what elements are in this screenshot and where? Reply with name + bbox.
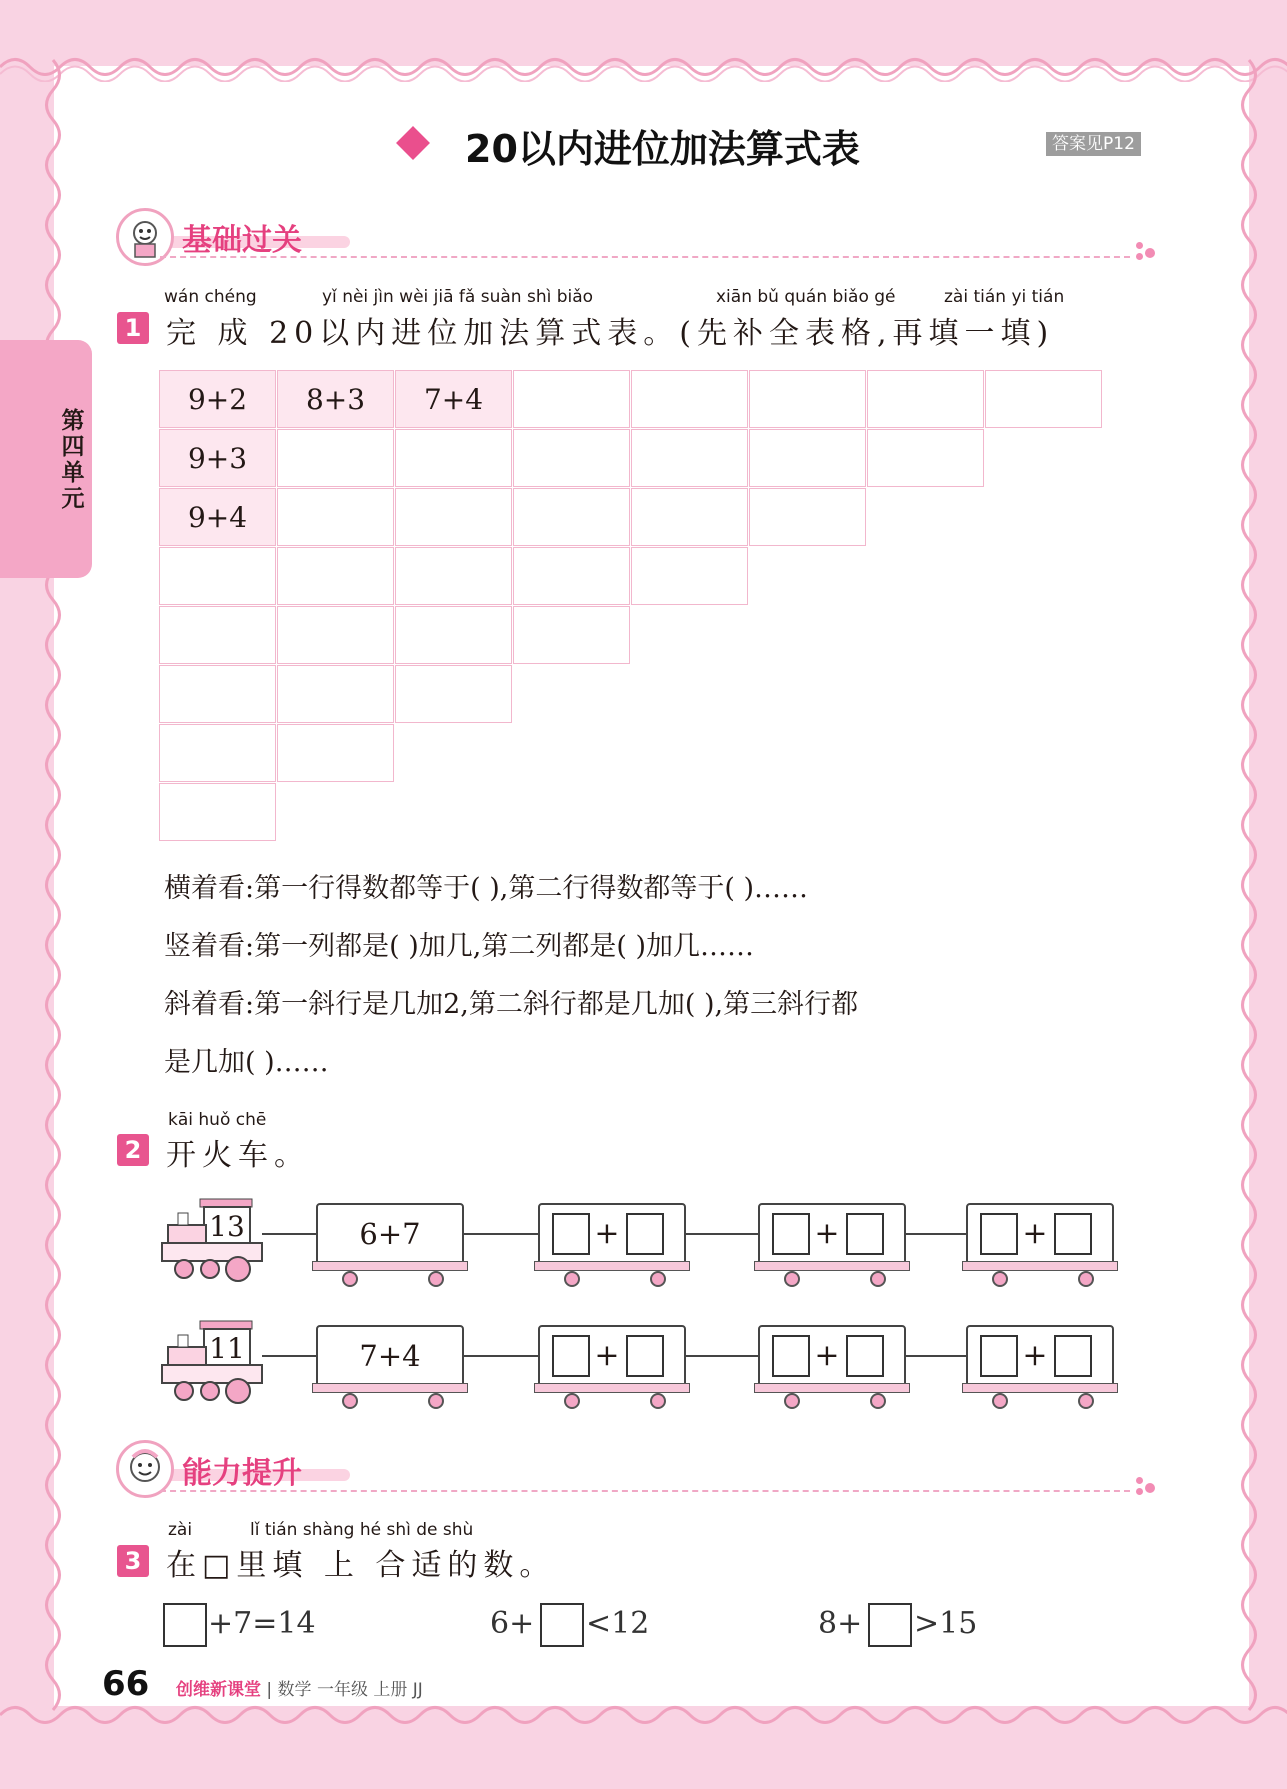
train-plus-sign: +: [594, 1216, 620, 1251]
table-cell[interactable]: [749, 370, 866, 428]
table-cell[interactable]: [749, 488, 866, 546]
table-cell[interactable]: [867, 429, 984, 487]
q1-line-horizontal: 横着看:第一行得数都等于( ),第二行得数都等于( )……: [164, 873, 808, 904]
q3-item1-after: +7=14: [208, 1606, 316, 1641]
train-wheel-icon: [784, 1271, 800, 1287]
q2-text: 开火车。: [166, 1138, 310, 1173]
q3-text: 在□里填 上 合适的数。: [166, 1548, 556, 1583]
train-car-base: [754, 1261, 910, 1271]
table-cell[interactable]: [513, 370, 630, 428]
section-basic-title: 基础过关: [182, 223, 302, 258]
top-wave-border: [0, 52, 1287, 82]
right-wave-border: [1236, 0, 1262, 1789]
train-wheel-icon: [870, 1271, 886, 1287]
train-coupler: [262, 1355, 316, 1357]
section-advanced-title: 能力提升: [182, 1456, 302, 1491]
train-wheel-icon: [650, 1271, 666, 1287]
train-wheel-icon: [992, 1393, 1008, 1409]
train-answer-box[interactable]: [846, 1335, 884, 1377]
train-answer-box[interactable]: [1054, 1213, 1092, 1255]
train-engine-number: 13: [209, 1210, 245, 1243]
table-cell-expression: 9+3: [187, 442, 248, 475]
table-cell[interactable]: [395, 665, 512, 723]
q3-item2-before: 6+: [490, 1606, 535, 1641]
train-car-expression: 7+4: [359, 1339, 421, 1373]
train-plus-sign: +: [814, 1338, 840, 1373]
table-cell[interactable]: [513, 606, 630, 664]
left-wave-border: [40, 0, 66, 1789]
train-wheel-icon: [784, 1393, 800, 1409]
table-cell[interactable]: [513, 429, 630, 487]
train-coupler: [686, 1233, 758, 1235]
table-cell[interactable]: [985, 370, 1102, 428]
table-cell[interactable]: [749, 429, 866, 487]
table-cell-expression: 7+4: [423, 383, 484, 416]
train-answer-box[interactable]: [626, 1213, 664, 1255]
train-wheel-icon: [342, 1393, 358, 1409]
train-plus-sign: +: [594, 1338, 620, 1373]
train-wheel-icon: [1078, 1271, 1094, 1287]
q3-item2-answer-box[interactable]: [540, 1603, 584, 1647]
train-car-base: [534, 1261, 690, 1271]
page-number: 66: [102, 1664, 150, 1704]
train-answer-box[interactable]: [1054, 1335, 1092, 1377]
section-basic-rule: [160, 256, 1130, 258]
table-cell[interactable]: [277, 429, 394, 487]
train-answer-box[interactable]: [626, 1335, 664, 1377]
q3-pinyin-1: zài: [168, 1520, 193, 1540]
train-coupler: [906, 1355, 966, 1357]
q3-item2-after: <12: [586, 1606, 650, 1641]
table-cell[interactable]: [159, 783, 276, 841]
table-cell[interactable]: [631, 429, 748, 487]
table-cell: [159, 370, 276, 428]
footer-brand: 创维新课堂: [176, 1680, 261, 1700]
q3-item3-after: >15: [914, 1606, 978, 1641]
table-cell-expression: 8+3: [305, 383, 366, 416]
footer-info: [176, 1675, 423, 1700]
train-wheel-icon: [564, 1271, 580, 1287]
train-coupler: [464, 1355, 538, 1357]
table-cell[interactable]: [631, 488, 748, 546]
train-wheel-icon: [870, 1393, 886, 1409]
table-cell-expression: 9+2: [187, 383, 248, 416]
train-answer-box[interactable]: [552, 1335, 590, 1377]
train-car-base: [754, 1383, 910, 1393]
q1-line-diagonal-cont: 是几加( )……: [164, 1047, 329, 1078]
train-wheel-icon: [428, 1393, 444, 1409]
train-answer-box[interactable]: [552, 1213, 590, 1255]
q1-number-badge: 1: [117, 312, 149, 344]
q1-pinyin-2: yǐ nèi jìn wèi jiā fǎ suàn shì biǎo: [322, 287, 594, 307]
table-cell[interactable]: [395, 488, 512, 546]
q3-pinyin-2: lǐ tián shàng hé shì de shù: [250, 1520, 474, 1540]
table-cell[interactable]: [277, 724, 394, 782]
train-plus-sign: +: [1022, 1338, 1048, 1373]
table-cell[interactable]: [159, 724, 276, 782]
q1-pinyin-1: wán chéng: [164, 287, 257, 307]
train-answer-box[interactable]: [846, 1213, 884, 1255]
table-cell[interactable]: [513, 547, 630, 605]
bottom-wave-border: [0, 1700, 1287, 1730]
train-coupler: [464, 1233, 538, 1235]
table-cell[interactable]: [513, 488, 630, 546]
train-coupler: [686, 1355, 758, 1357]
section-advanced-rule: [160, 1490, 1130, 1492]
train-car-base: [962, 1383, 1118, 1393]
table-cell[interactable]: [395, 606, 512, 664]
table-cell[interactable]: [277, 547, 394, 605]
table-cell[interactable]: [395, 547, 512, 605]
table-cell: [159, 429, 276, 487]
train-plus-sign: +: [1022, 1216, 1048, 1251]
table-cell[interactable]: [867, 370, 984, 428]
table-cell[interactable]: [277, 488, 394, 546]
train-answer-box[interactable]: [772, 1213, 810, 1255]
train-wheel-icon: [1078, 1393, 1094, 1409]
table-cell[interactable]: [277, 665, 394, 723]
train-answer-box[interactable]: [980, 1335, 1018, 1377]
train-wheel-icon: [650, 1393, 666, 1409]
table-cell-expression: 9+4: [187, 501, 248, 534]
train-car-expression: 6+7: [359, 1217, 421, 1251]
q3-item3-answer-box[interactable]: [868, 1603, 912, 1647]
q2-number-badge: 2: [117, 1134, 149, 1166]
train-car-base: [962, 1261, 1118, 1271]
table-cell[interactable]: [159, 665, 276, 723]
train-wheel-icon: [564, 1393, 580, 1409]
train-car-base: [534, 1383, 690, 1393]
table-cell: [395, 370, 512, 428]
q1-line-diagonal: 斜着看:第一斜行是几加2,第二斜行都是几加( ),第三斜行都: [164, 989, 859, 1020]
unit-side-tab-label: 第四单元: [61, 408, 85, 512]
train-plus-sign: +: [814, 1216, 840, 1251]
table-cell[interactable]: [631, 370, 748, 428]
train-coupler: [262, 1233, 316, 1235]
q1-pinyin-4: zài tián yi tián: [944, 287, 1065, 307]
train-wheel-icon: [342, 1271, 358, 1287]
q3-item1-answer-box[interactable]: [163, 1603, 207, 1647]
train-coupler: [906, 1233, 966, 1235]
train-wheel-icon: [992, 1271, 1008, 1287]
table-cell: [277, 370, 394, 428]
table-cell[interactable]: [395, 429, 512, 487]
table-cell[interactable]: [159, 606, 276, 664]
train-answer-box[interactable]: [980, 1213, 1018, 1255]
q2-pinyin: kāi huǒ chē: [168, 1110, 267, 1130]
footer-subject: | 数学 一年级 上册 JJ: [266, 1680, 423, 1700]
table-cell[interactable]: [277, 606, 394, 664]
table-cell: [159, 488, 276, 546]
table-cell[interactable]: [159, 547, 276, 605]
q3-item3-before: 8+: [818, 1606, 863, 1641]
q1-pinyin-3: xiān bǔ quán biǎo gé: [716, 287, 896, 307]
table-cell[interactable]: [631, 547, 748, 605]
q1-line-vertical: 竖着看:第一列都是( )加几,第二列都是( )加几……: [164, 931, 754, 962]
train-wheel-icon: [428, 1271, 444, 1287]
train-answer-box[interactable]: [772, 1335, 810, 1377]
page-title: 20以内进位加法算式表: [465, 127, 860, 171]
q3-number-badge: 3: [117, 1545, 149, 1577]
train-engine-number: 11: [209, 1332, 245, 1365]
q1-text: 完 成 20以内进位加法算式表。(先补全表格,再填一填): [166, 316, 1055, 351]
answer-reference-badge: 答案见P12: [1046, 132, 1141, 156]
